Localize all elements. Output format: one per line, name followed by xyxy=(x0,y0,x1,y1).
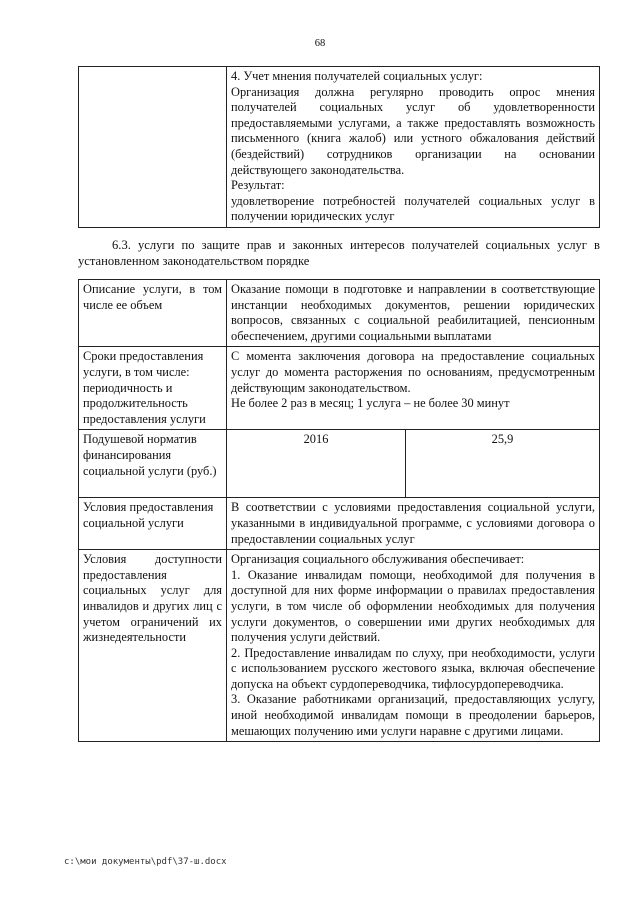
access-item-3: 3. Оказание работниками организаций, предоставляющих услугу, иной необходимой инвалидам помощи в преодолении барьеров, мешающих получению ими услуги наравне с другими лицами. xyxy=(231,692,595,738)
terms-text-2: Не более 2 раз в месяц; 1 услуга – не более 30 минут xyxy=(231,396,510,411)
section-heading: 6.3. услуги по защите прав и законных интересов получателей социальных услуг в установленном законодательством порядке xyxy=(78,238,600,268)
description-text: Оказание помощи в подготовке и направлении в соответствующие инстанции необходимых документов, решении юридических вопросов, связанных с социальной реабилитацией, пенсионным обеспечением, другими социальными выплатами xyxy=(227,280,600,347)
terms-label: Сроки предоставления услуги, в том числе: периодичность и продолжительность предоставления услуги xyxy=(79,347,227,430)
access-label: Условия доступности предоставления социальных услуг для инвалидов и других лиц с учетом ограничений их жизнедеятельности xyxy=(79,550,227,742)
result-text: удовлетворение потребностей получателей социальных услуг в получении юридических услуг xyxy=(231,193,595,224)
table-row xyxy=(79,280,600,347)
top-table-empty-cell xyxy=(79,67,227,228)
item-text: Организация должна регулярно проводить опрос мнения получателей социальных услуг об удовлетворенности предоставляемыми услугами, а также предоставлять возможность письменного (книга жалоб) или устного обжалования действий (бездействий) сотрудников организации на основании действующего законодательства. xyxy=(231,84,595,177)
access-intro: Организация социального обслуживания обеспечивает: xyxy=(231,552,525,567)
norm-year: 2016 xyxy=(227,430,406,498)
conditions-label: Условия предоставления социальной услуги xyxy=(79,498,227,550)
table-row xyxy=(79,550,600,742)
page-number: 68 xyxy=(314,38,326,49)
access-cell xyxy=(227,550,600,742)
terms-cell xyxy=(227,347,600,430)
norm-value: 25,9 xyxy=(406,430,600,498)
table-row xyxy=(79,498,600,550)
table-row xyxy=(79,347,600,430)
norm-label: Подушевой норматив финансирования социальной услуги (руб.) xyxy=(79,430,227,498)
top-table-content-cell xyxy=(227,67,600,228)
result-label: Результат: xyxy=(231,178,285,193)
footer-file-path: c:\мои документы\pdf\37-ш.docx xyxy=(64,857,227,867)
access-item-1: 1. Оказание инвалидам помощи, необходимой для получения в доступной для них форме информации о правилах предоставления услуги, в том числе об оформлении необходимых для получения услуги документов, о совершении ими других необходимых для получения услуги действий. xyxy=(231,567,595,645)
conditions-text: В соответствии с условиями предоставления социальной услуги, указанными в индивидуальной программе, с условиями договора о предоставлении социальных услуг xyxy=(227,498,600,550)
table-row xyxy=(79,430,600,498)
description-label: Описание услуги, в том числе ее объем xyxy=(79,280,227,347)
item-title: 4. Учет мнения получателей социальных услуг: xyxy=(231,69,483,83)
top-table-fragment xyxy=(78,66,600,228)
service-table xyxy=(78,279,600,742)
access-item-2: 2. Предоставление инвалидам по слуху, при необходимости, услуги с использованием русского жестового языка, включая обеспечение допуска на объект сурдопереводчика, тифлосурдопереводчика. xyxy=(231,645,595,691)
terms-text-1: С момента заключения договора на предоставление социальных услуг до момента расторжения по основаниям, предусмотренным действующим законодательством. xyxy=(231,349,595,395)
